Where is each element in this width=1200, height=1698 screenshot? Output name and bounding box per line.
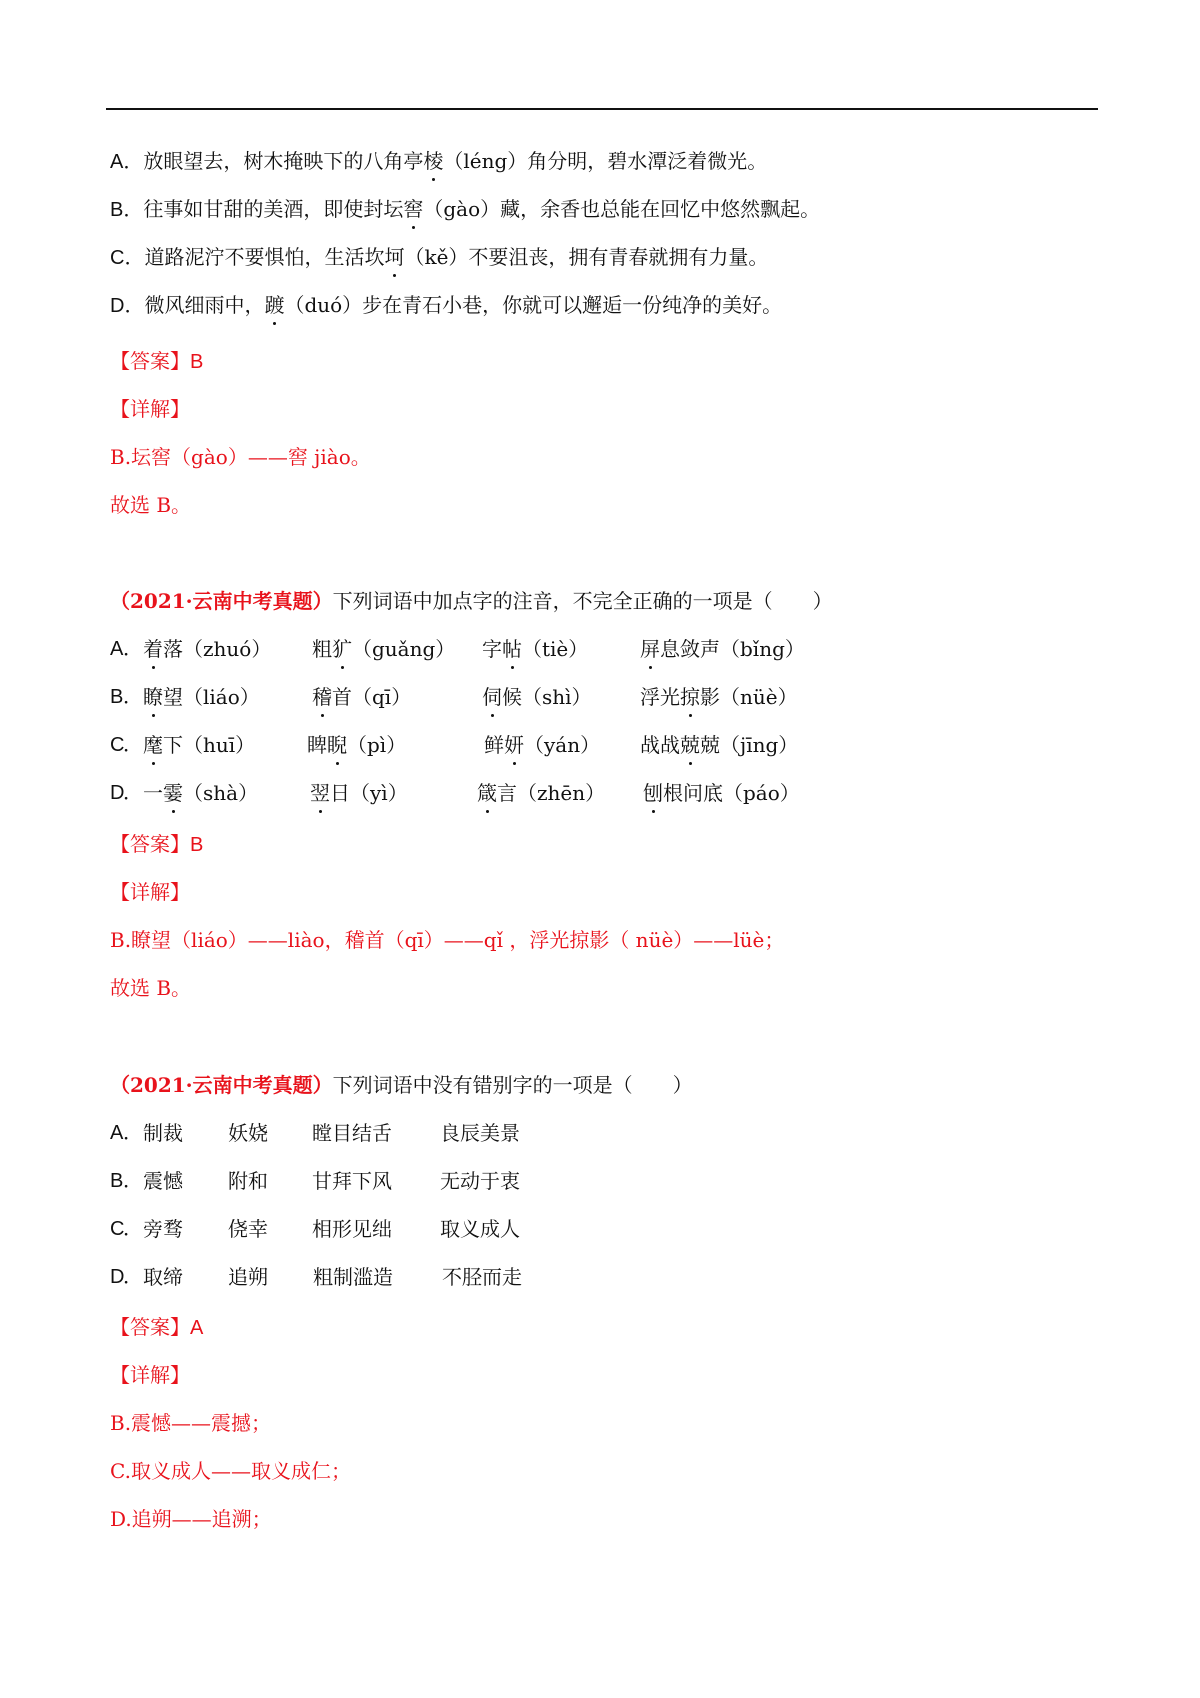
q3-detail-label: 【详解】: [110, 1363, 190, 1387]
q1-option-d: D．微风细雨中，踱（duó）步在青石小巷，你就可以邂逅一份纯净的美好。: [110, 293, 783, 317]
q3-explanation-b: B.震憾——震撼；: [110, 1411, 272, 1435]
q2-row-d: D ． 一霎（shà） 翌日（yì） 箴言（zhēn） 刨根问底（páo）: [110, 781, 800, 805]
q3-explanation-d: D.追朔——追溯；: [110, 1507, 272, 1531]
q2-conclusion: 故选 B。: [110, 976, 192, 1000]
q3-source: （2021·云南中考真题）: [110, 1073, 333, 1097]
q3-row-c: C ． 旁骛 侥幸 相形见绌 取义成人: [110, 1217, 520, 1241]
q2-source: （2021·云南中考真题）: [110, 589, 333, 613]
q1-detail-label: 【详解】: [110, 397, 190, 421]
q2-detail-label: 【详解】: [110, 880, 190, 904]
q1-conclusion: 故选 B。: [110, 493, 192, 517]
q3-row-b: B ． 震憾 附和 甘拜下风 无动于衷: [110, 1169, 520, 1193]
q1-answer: 【答案】B: [110, 349, 204, 373]
q1-explanation: B.坛窖（gào）——窖 jiào。: [110, 445, 371, 469]
q1-option-c: C．道路泥泞不要惧怕，生活坎坷（kě）不要沮丧，拥有青春就拥有力量。: [110, 245, 769, 269]
q2-answer: 【答案】B: [110, 832, 204, 856]
q2-explanation: B.瞭望（liáo）——liào，稽首（qī）——qǐ ，浮光掠影（ nüè）——lüè；: [110, 928, 785, 952]
q1-option-b: B．往事如甘甜的美酒，即使封坛窖（gào）藏，余香也总能在回忆中悠然飘起。: [110, 197, 821, 221]
q3-answer: 【答案】A: [110, 1315, 204, 1339]
q2-row-a: A ． 着落（zhuó） 粗犷（guǎng） 字帖（tiè） 屏息敛声（bǐng）: [110, 637, 805, 661]
q1-option-a: A．放眼望去，树木掩映下的八角亭棱（léng）角分明，碧水潭泛着微光。: [110, 149, 768, 173]
q3-row-d: D ． 取缔 追朔 粗制滥造 不胫而走: [110, 1265, 522, 1289]
q2-stem: （2021·云南中考真题）下列词语中加点字的注音，不完全正确的一项是（ ）: [110, 589, 833, 613]
q2-row-c: C ． 麾下（huī） 睥睨（pì） 鲜妍（yán） 战战兢兢（jīng）: [110, 733, 799, 757]
header-rule: [106, 108, 1098, 110]
q3-row-a: A ． 制裁 妖娆 瞠目结舌 良辰美景: [110, 1121, 520, 1145]
q3-explanation-c: C.取义成人——取义成仁；: [110, 1459, 351, 1483]
q3-stem: （2021·云南中考真题）下列词语中没有错别字的一项是（ ）: [110, 1073, 693, 1097]
q2-row-b: B ． 瞭望（liáo） 稽首（qī） 伺候（shì） 浮光掠影（nüè）: [110, 685, 798, 709]
